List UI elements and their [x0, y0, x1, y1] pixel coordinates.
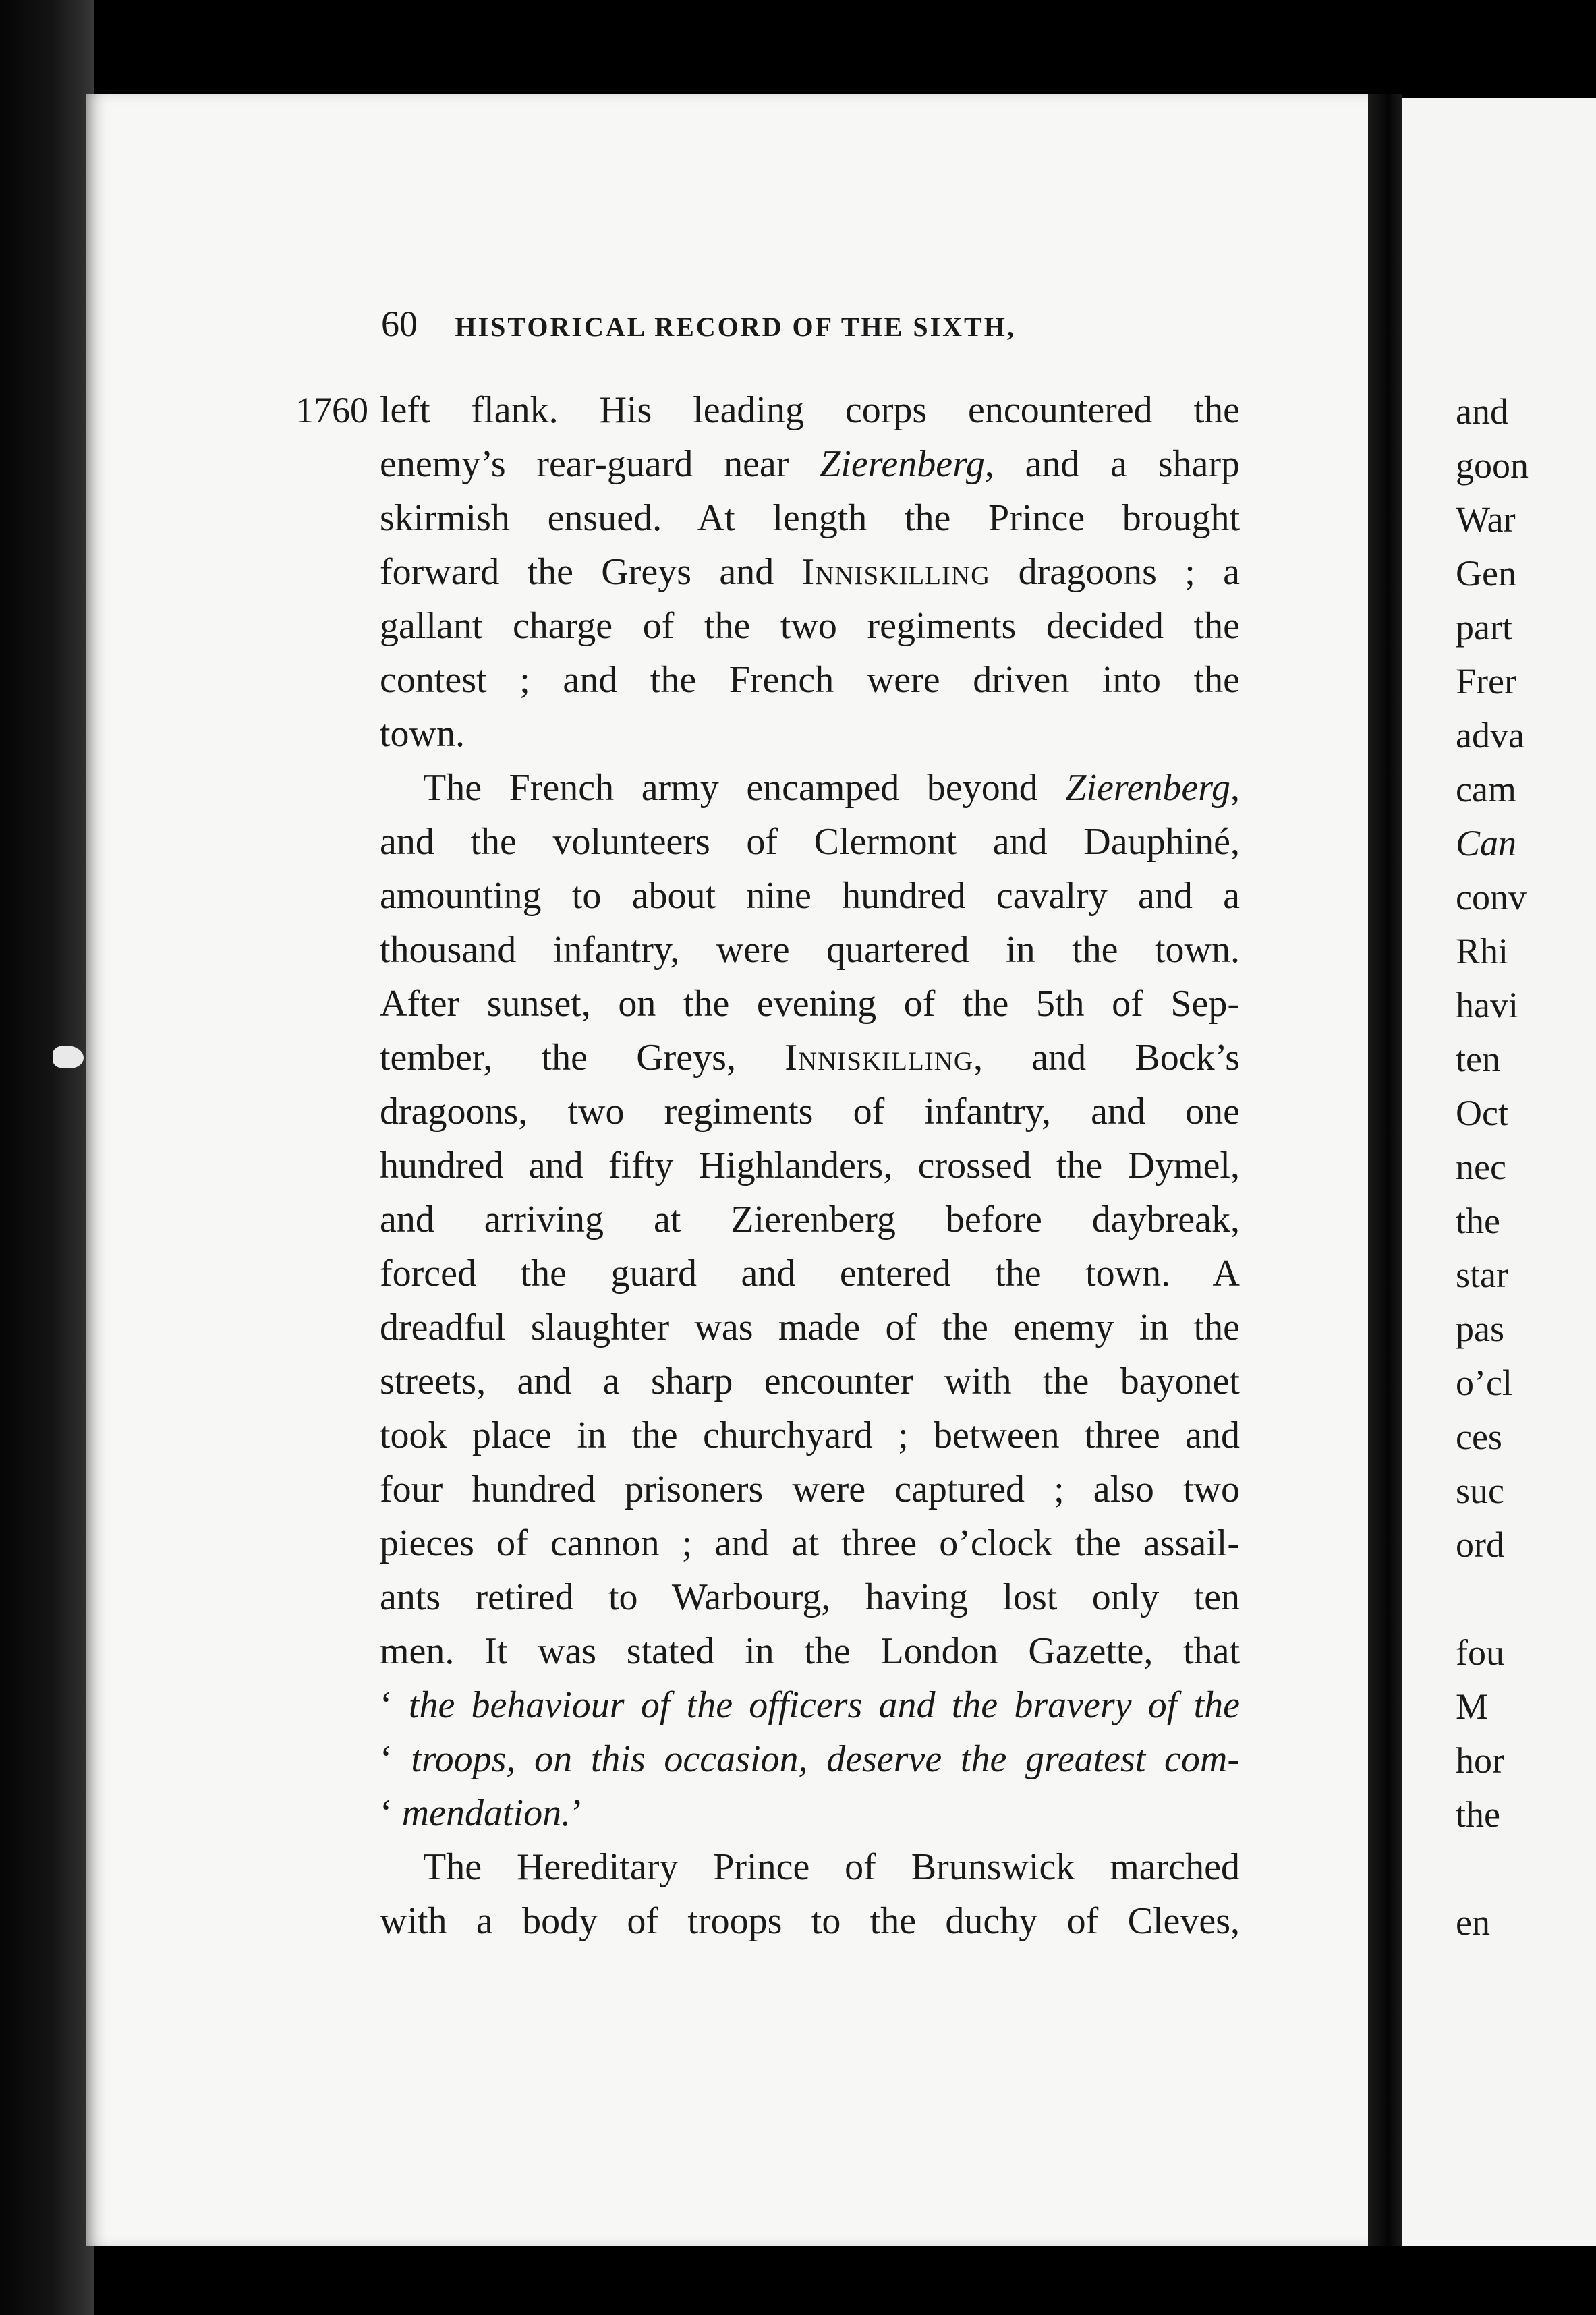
text-line: pieces of cannon ; and at three o’clock the assail-: [380, 1522, 1240, 1564]
facing-line: o’cl: [1456, 1363, 1512, 1403]
facing-line: Rhi: [1456, 931, 1509, 971]
facing-line: part: [1456, 607, 1512, 648]
text-line: gallant charge of the two regiments decided the: [380, 605, 1240, 647]
text-line: streets, and a sharp encounter with the bayonet: [380, 1361, 1240, 1402]
facing-line: ten: [1456, 1039, 1500, 1079]
page-number: 60: [381, 304, 418, 344]
text-line: ants retired to Warbourg, having lost only ten: [380, 1576, 1240, 1618]
text-line: thousand infantry, were quartered in the town.: [380, 929, 1240, 971]
facing-line: hor: [1456, 1740, 1504, 1781]
text-line: with a body of troops to the duchy of Cleves,: [380, 1900, 1240, 1942]
book-gutter: [1368, 94, 1402, 2246]
book-spine-shadow: [0, 0, 94, 2315]
facing-line: en: [1456, 1902, 1490, 1943]
facing-line: pas: [1456, 1309, 1504, 1349]
text-line: The Hereditary Prince of Brunswick marched: [423, 1846, 1240, 1888]
facing-page-text: [1456, 384, 1591, 1949]
facing-line: War: [1456, 499, 1516, 540]
facing-line: conv: [1456, 877, 1527, 917]
text-line: amounting to about nine hundred cavalry and a: [380, 875, 1240, 917]
text-line: ‘ the behaviour of the officers and the bravery of the: [380, 1684, 1240, 1726]
facing-line: and: [1456, 391, 1508, 432]
text-line: The French army encamped beyond Zierenberg,: [423, 767, 1240, 809]
text-line: took place in the churchyard ; between three and: [380, 1414, 1240, 1456]
running-head: [381, 297, 1238, 351]
margin-year: 1760: [295, 390, 368, 430]
facing-line: fou: [1456, 1632, 1504, 1673]
facing-page: [1402, 98, 1596, 2246]
facing-line: [1456, 1572, 1591, 1626]
text-line: After sunset, on the evening of the 5th of Sep-: [380, 983, 1240, 1025]
text-line: enemy’s rear-guard near Zierenberg, and a sharp: [380, 443, 1240, 485]
text-line: ‘ mendation.’: [380, 1792, 583, 1834]
text-line: dreadful slaughter was made of the enemy in the: [380, 1307, 1240, 1348]
facing-line: M: [1456, 1686, 1489, 1727]
text-line: hundred and fifty Highlanders, crossed the Dymel,: [380, 1145, 1240, 1187]
facing-line: ord: [1456, 1524, 1504, 1565]
text-line: forward the Greys and Inniskilling dragoons ; a: [380, 551, 1240, 593]
margin-blemish: [53, 1046, 84, 1068]
text-line: tember, the Greys, Inniskilling, and Bock’s: [380, 1037, 1240, 1079]
text-line: contest ; and the French were driven into the: [380, 659, 1240, 701]
facing-line: havi: [1456, 985, 1518, 1025]
facing-line: suc: [1456, 1470, 1504, 1511]
facing-line: Gen: [1456, 553, 1516, 594]
text-line: ‘ troops, on this occasion, deserve the greatest com-: [380, 1738, 1240, 1780]
text-line: left flank. His leading corps encountered the: [380, 389, 1240, 431]
facing-line: the: [1456, 1201, 1500, 1241]
facing-line: the: [1456, 1794, 1500, 1835]
facing-line: Can: [1456, 823, 1517, 863]
facing-line: ces: [1456, 1417, 1502, 1457]
text-line: skirmish ensued. At length the Prince brought: [380, 497, 1240, 539]
text-line: and arriving at Zierenberg before daybreak,: [380, 1199, 1240, 1240]
body-text: [380, 383, 1240, 1948]
text-line: forced the guard and entered the town. A: [380, 1253, 1240, 1294]
text-line: and the volunteers of Clermont and Dauphiné,: [380, 821, 1240, 863]
text-line: men. It was stated in the London Gazette, that: [380, 1630, 1240, 1672]
facing-line: Frer: [1456, 661, 1516, 702]
facing-line: [1456, 1841, 1591, 1895]
text-line: dragoons, two regiments of infantry, and one: [380, 1091, 1240, 1133]
facing-line: cam: [1456, 769, 1516, 809]
facing-line: goon: [1456, 445, 1529, 486]
facing-line: Oct: [1456, 1093, 1508, 1133]
facing-line: nec: [1456, 1147, 1506, 1187]
text-line: town.: [380, 713, 465, 755]
facing-line: star: [1456, 1255, 1508, 1295]
running-title: HISTORICAL RECORD OF THE SIXTH,: [455, 312, 1016, 342]
facing-line: adva: [1456, 715, 1524, 755]
text-line: four hundred prisoners were captured ; also two: [380, 1468, 1240, 1510]
